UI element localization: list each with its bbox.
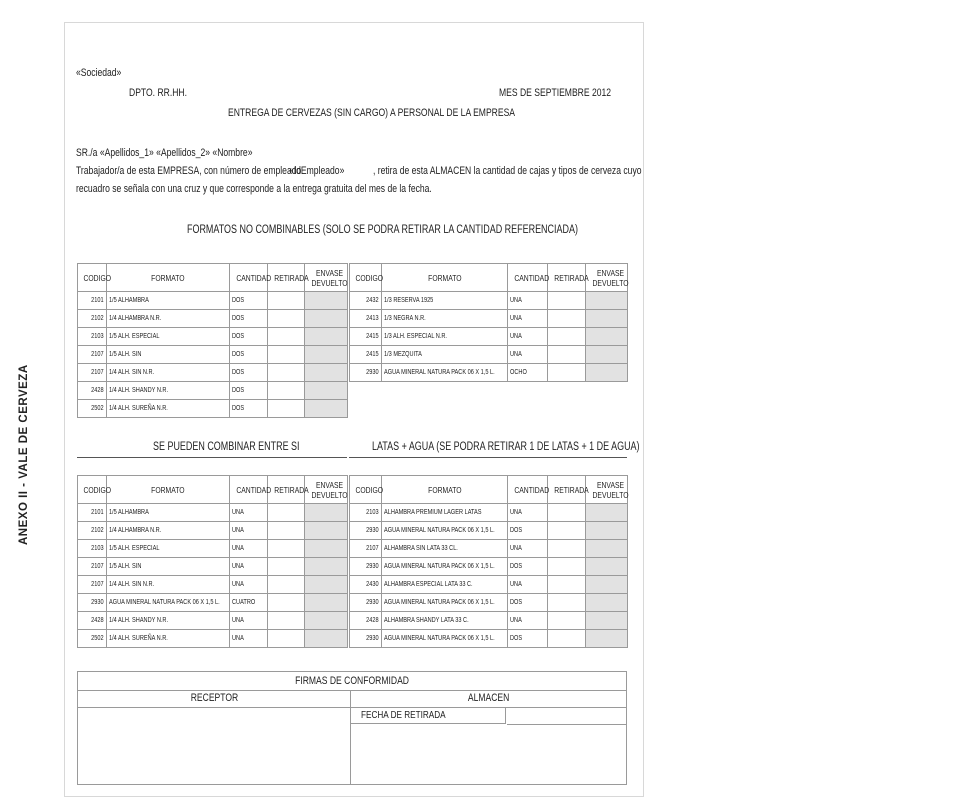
section2-left-rule bbox=[77, 457, 347, 458]
format-cell: 1/4 ALH. SUREÑA N.R. bbox=[107, 630, 230, 648]
column-header: RETIRADA bbox=[548, 476, 586, 504]
envase-devuelto-cell[interactable] bbox=[305, 558, 348, 576]
code-cell: 2930 bbox=[78, 594, 107, 612]
envase-devuelto-cell[interactable] bbox=[305, 382, 348, 400]
column-header: CANTIDAD bbox=[230, 264, 268, 292]
employee-line-2: recuadro se señala con una cruz y que corresponde a la entrega gratuita del mes de la fecha. bbox=[76, 183, 432, 195]
envase-devuelto-cell[interactable] bbox=[305, 328, 348, 346]
column-header: CODIGO bbox=[78, 264, 107, 292]
column-header: RETIRADA bbox=[548, 264, 586, 292]
code-cell: 2502 bbox=[78, 630, 107, 648]
envase-devuelto-cell[interactable] bbox=[305, 540, 348, 558]
signatures-title: FIRMAS DE CONFORMIDAD bbox=[78, 672, 626, 691]
table-row bbox=[350, 576, 628, 594]
retirada-checkbox[interactable] bbox=[548, 328, 586, 346]
table-row bbox=[78, 292, 348, 310]
section1-right-table bbox=[349, 263, 628, 382]
quantity-cell: UNA bbox=[230, 612, 268, 630]
quantity-cell: DOS bbox=[230, 364, 268, 382]
column-header: RETIRADA bbox=[268, 264, 305, 292]
envase-devuelto-cell[interactable] bbox=[586, 558, 628, 576]
retirada-checkbox[interactable] bbox=[548, 576, 586, 594]
format-cell: 1/5 ALH. ESPECIAL bbox=[107, 540, 230, 558]
table-row bbox=[78, 522, 348, 540]
code-cell: 2103 bbox=[350, 504, 382, 522]
envase-devuelto-cell[interactable] bbox=[586, 630, 628, 648]
addressee-line: SR./a «Apellidos_1» «Apellidos_2» «Nombre» bbox=[76, 147, 253, 159]
code-cell: 2101 bbox=[78, 292, 107, 310]
quantity-cell: UNA bbox=[230, 504, 268, 522]
retirada-checkbox[interactable] bbox=[268, 400, 305, 418]
table-header-row bbox=[78, 476, 348, 504]
envase-devuelto-cell[interactable] bbox=[305, 522, 348, 540]
envase-devuelto-cell[interactable] bbox=[305, 576, 348, 594]
table-row bbox=[78, 504, 348, 522]
format-cell: 1/5 ALHAMBRA bbox=[107, 292, 230, 310]
format-cell: 1/4 ALH. SIN N.R. bbox=[107, 364, 230, 382]
envase-devuelto-cell[interactable] bbox=[305, 310, 348, 328]
format-cell: 1/3 ALH. ESPECIAL N.R. bbox=[382, 328, 508, 346]
table-header-row bbox=[350, 264, 628, 292]
quantity-cell: UNA bbox=[508, 346, 548, 364]
department-label: DPTO. RR.HH. bbox=[129, 87, 188, 99]
quantity-cell: UNA bbox=[508, 310, 548, 328]
envase-devuelto-cell[interactable] bbox=[586, 346, 628, 364]
code-cell: 2107 bbox=[78, 364, 107, 382]
envase-devuelto-cell[interactable] bbox=[305, 292, 348, 310]
quantity-cell: DOS bbox=[230, 400, 268, 418]
format-cell: AGUA MINERAL NATURA PACK 06 X 1,5 L. bbox=[382, 630, 508, 648]
table-row bbox=[350, 594, 628, 612]
quantity-cell: DOS bbox=[508, 522, 548, 540]
code-cell: 2107 bbox=[350, 540, 382, 558]
code-cell: 2930 bbox=[350, 522, 382, 540]
retirada-checkbox[interactable] bbox=[548, 522, 586, 540]
almacen-header: ALMACEN bbox=[351, 690, 626, 708]
table-row bbox=[350, 310, 628, 328]
envase-devuelto-cell[interactable] bbox=[586, 612, 628, 630]
table-row bbox=[350, 612, 628, 630]
code-cell: 2103 bbox=[78, 328, 107, 346]
section2-left-table bbox=[77, 475, 348, 648]
envase-devuelto-cell[interactable] bbox=[305, 346, 348, 364]
format-cell: ALHAMBRA SIN LATA 33 CL. bbox=[382, 540, 508, 558]
quantity-cell: UNA bbox=[230, 576, 268, 594]
retirada-checkbox[interactable] bbox=[268, 612, 305, 630]
table-row bbox=[350, 364, 628, 382]
section2-right-rule bbox=[349, 457, 627, 458]
envase-devuelto-cell[interactable] bbox=[586, 540, 628, 558]
column-header: CANTIDAD bbox=[508, 476, 548, 504]
employee-line-part-1: Trabajador/a de esta EMPRESA, con número de empleado bbox=[76, 165, 302, 177]
column-header: CANTIDAD bbox=[230, 476, 268, 504]
envase-devuelto-cell[interactable] bbox=[305, 504, 348, 522]
table-row bbox=[350, 292, 628, 310]
code-cell: 2107 bbox=[78, 558, 107, 576]
side-label: ANEXO II - VALE DE CERVEZA bbox=[18, 364, 30, 545]
format-cell: 1/3 MEZQUITA bbox=[382, 346, 508, 364]
format-cell: ALHAMBRA ESPECIAL LATA 33 C. bbox=[382, 576, 508, 594]
retirada-checkbox[interactable] bbox=[268, 558, 305, 576]
retirada-checkbox[interactable] bbox=[268, 540, 305, 558]
column-header: CODIGO bbox=[350, 476, 382, 504]
retirada-checkbox[interactable] bbox=[548, 594, 586, 612]
fecha-retirada-label: FECHA DE RETIRADA bbox=[351, 707, 506, 724]
format-cell: 1/5 ALH. SIN bbox=[107, 346, 230, 364]
format-cell: 1/4 ALHAMBRA N.R. bbox=[107, 310, 230, 328]
table-row bbox=[78, 576, 348, 594]
receptor-signature-area[interactable] bbox=[78, 707, 351, 784]
retirada-checkbox[interactable] bbox=[268, 630, 305, 648]
table-row bbox=[78, 630, 348, 648]
table-row bbox=[350, 540, 628, 558]
format-cell: AGUA MINERAL NATURA PACK 06 X 1,5 L. bbox=[107, 594, 230, 612]
quantity-cell: DOS bbox=[230, 382, 268, 400]
envase-devuelto-cell[interactable] bbox=[586, 594, 628, 612]
fecha-retirada-field[interactable] bbox=[507, 707, 626, 725]
format-cell: ALHAMBRA SHANDY LATA 33 C. bbox=[382, 612, 508, 630]
envase-devuelto-cell[interactable] bbox=[586, 292, 628, 310]
column-header: CANTIDAD bbox=[508, 264, 548, 292]
quantity-cell: UNA bbox=[230, 522, 268, 540]
column-header: FORMATO bbox=[382, 264, 508, 292]
column-header: FORMATO bbox=[107, 264, 230, 292]
envase-devuelto-cell[interactable] bbox=[586, 504, 628, 522]
code-cell: 2413 bbox=[350, 310, 382, 328]
table-row bbox=[350, 346, 628, 364]
receptor-header: RECEPTOR bbox=[78, 690, 351, 708]
signatures-box bbox=[77, 671, 627, 785]
retirada-checkbox[interactable] bbox=[268, 292, 305, 310]
column-header: CODIGO bbox=[350, 264, 382, 292]
table-row bbox=[78, 382, 348, 400]
quantity-cell: UNA bbox=[230, 558, 268, 576]
employee-line-part-3: , retira de esta ALMACEN la cantidad de cajas y tipos de cerveza cuyo bbox=[373, 165, 642, 177]
table-row bbox=[78, 310, 348, 328]
quantity-cell: UNA bbox=[508, 292, 548, 310]
code-cell: 2502 bbox=[78, 400, 107, 418]
quantity-cell: UNA bbox=[508, 612, 548, 630]
table-row bbox=[350, 558, 628, 576]
format-cell: 1/4 ALH. SHANDY N.R. bbox=[107, 382, 230, 400]
retirada-checkbox[interactable] bbox=[268, 382, 305, 400]
retirada-checkbox[interactable] bbox=[268, 310, 305, 328]
code-cell: 2930 bbox=[350, 594, 382, 612]
code-cell: 2102 bbox=[78, 522, 107, 540]
envase-devuelto-cell[interactable] bbox=[586, 310, 628, 328]
document-sheet bbox=[64, 22, 644, 797]
column-header: RETIRADA bbox=[268, 476, 305, 504]
table-row bbox=[78, 540, 348, 558]
format-cell: 1/3 NEGRA N.R. bbox=[382, 310, 508, 328]
retirada-checkbox[interactable] bbox=[268, 522, 305, 540]
envase-devuelto-cell[interactable] bbox=[305, 594, 348, 612]
quantity-cell: UNA bbox=[508, 540, 548, 558]
quantity-cell: DOS bbox=[230, 310, 268, 328]
code-cell: 2432 bbox=[350, 292, 382, 310]
envase-devuelto-cell[interactable] bbox=[305, 364, 348, 382]
quantity-cell: DOS bbox=[508, 558, 548, 576]
table-row bbox=[78, 558, 348, 576]
code-cell: 2930 bbox=[350, 364, 382, 382]
quantity-cell: CUATRO bbox=[230, 594, 268, 612]
code-cell: 2930 bbox=[350, 558, 382, 576]
code-cell: 2415 bbox=[350, 346, 382, 364]
document-title: ENTREGA DE CERVEZAS (SIN CARGO) A PERSONAL DE LA EMPRESA bbox=[228, 107, 516, 119]
quantity-cell: UNA bbox=[230, 540, 268, 558]
quantity-cell: UNA bbox=[508, 576, 548, 594]
table-header-row bbox=[78, 264, 348, 292]
quantity-cell: DOS bbox=[508, 630, 548, 648]
code-cell: 2428 bbox=[78, 382, 107, 400]
table-row bbox=[78, 400, 348, 418]
section1-left-table bbox=[77, 263, 348, 418]
column-header: ENVASE DEVUELTO bbox=[305, 476, 348, 504]
retirada-checkbox[interactable] bbox=[268, 328, 305, 346]
format-cell: 1/4 ALHAMBRA N.R. bbox=[107, 522, 230, 540]
retirada-checkbox[interactable] bbox=[268, 346, 305, 364]
format-cell: 1/3 RESERVA 1925 bbox=[382, 292, 508, 310]
employee-id-field: «IdEmpleado» bbox=[289, 165, 345, 177]
section1-title: FORMATOS NO COMBINABLES (SOLO SE PODRA RETIRAR LA CANTIDAD REFERENCIADA) bbox=[187, 224, 578, 236]
envase-devuelto-cell[interactable] bbox=[586, 576, 628, 594]
envase-devuelto-cell[interactable] bbox=[586, 522, 628, 540]
retirada-checkbox[interactable] bbox=[548, 540, 586, 558]
section2-title-right: LATAS + AGUA (SE PODRA RETIRAR 1 DE LATAS + 1 DE AGUA) bbox=[372, 441, 640, 453]
column-header: ENVASE DEVUELTO bbox=[305, 264, 348, 292]
envase-devuelto-cell[interactable] bbox=[586, 328, 628, 346]
format-cell: 1/4 ALH. SHANDY N.R. bbox=[107, 612, 230, 630]
quantity-cell: OCHO bbox=[508, 364, 548, 382]
code-cell: 2107 bbox=[78, 346, 107, 364]
code-cell: 2428 bbox=[78, 612, 107, 630]
code-cell: 2430 bbox=[350, 576, 382, 594]
quantity-cell: DOS bbox=[230, 292, 268, 310]
quantity-cell: UNA bbox=[230, 630, 268, 648]
quantity-cell: DOS bbox=[230, 328, 268, 346]
format-cell: AGUA MINERAL NATURA PACK 06 X 1,5 L. bbox=[382, 522, 508, 540]
table-row bbox=[350, 328, 628, 346]
quantity-cell: DOS bbox=[508, 594, 548, 612]
almacen-signature-area[interactable] bbox=[351, 725, 626, 784]
column-header: ENVASE DEVUELTO bbox=[586, 476, 628, 504]
format-cell: 1/4 ALH. SUREÑA N.R. bbox=[107, 400, 230, 418]
table-row bbox=[78, 364, 348, 382]
table-row bbox=[78, 346, 348, 364]
table-row bbox=[78, 612, 348, 630]
column-header: ENVASE DEVUELTO bbox=[586, 264, 628, 292]
table-row bbox=[350, 630, 628, 648]
format-cell: 1/5 ALHAMBRA bbox=[107, 504, 230, 522]
format-cell: 1/5 ALH. ESPECIAL bbox=[107, 328, 230, 346]
table-header-row bbox=[350, 476, 628, 504]
code-cell: 2428 bbox=[350, 612, 382, 630]
table-row bbox=[78, 594, 348, 612]
format-cell: 1/4 ALH. SIN N.R. bbox=[107, 576, 230, 594]
section2-title-left: SE PUEDEN COMBINAR ENTRE SI bbox=[153, 441, 300, 453]
column-header: FORMATO bbox=[107, 476, 230, 504]
retirada-checkbox[interactable] bbox=[548, 310, 586, 328]
code-cell: 2101 bbox=[78, 504, 107, 522]
format-cell: AGUA MINERAL NATURA PACK 06 X 1,5 L. bbox=[382, 364, 508, 382]
retirada-checkbox[interactable] bbox=[548, 612, 586, 630]
retirada-checkbox[interactable] bbox=[548, 630, 586, 648]
code-cell: 2103 bbox=[78, 540, 107, 558]
quantity-cell: UNA bbox=[508, 504, 548, 522]
envase-devuelto-cell[interactable] bbox=[305, 630, 348, 648]
code-cell: 2107 bbox=[78, 576, 107, 594]
envase-devuelto-cell[interactable] bbox=[586, 364, 628, 382]
retirada-checkbox[interactable] bbox=[548, 292, 586, 310]
retirada-checkbox[interactable] bbox=[268, 364, 305, 382]
format-cell: AGUA MINERAL NATURA PACK 06 X 1,5 L. bbox=[382, 558, 508, 576]
retirada-checkbox[interactable] bbox=[548, 364, 586, 382]
column-header: CODIGO bbox=[78, 476, 107, 504]
format-cell: AGUA MINERAL NATURA PACK 06 X 1,5 L. bbox=[382, 594, 508, 612]
month-label: MES DE SEPTIEMBRE 2012 bbox=[499, 87, 612, 99]
format-cell: ALHAMBRA PREMIUM LAGER LATAS bbox=[382, 504, 508, 522]
format-cell: 1/5 ALH. SIN bbox=[107, 558, 230, 576]
retirada-checkbox[interactable] bbox=[268, 576, 305, 594]
quantity-cell: UNA bbox=[508, 328, 548, 346]
code-cell: 2102 bbox=[78, 310, 107, 328]
envase-devuelto-cell[interactable] bbox=[305, 612, 348, 630]
retirada-checkbox[interactable] bbox=[548, 558, 586, 576]
column-header: FORMATO bbox=[382, 476, 508, 504]
table-row bbox=[350, 504, 628, 522]
table-row bbox=[350, 522, 628, 540]
table-row bbox=[78, 328, 348, 346]
retirada-checkbox[interactable] bbox=[548, 346, 586, 364]
code-cell: 2415 bbox=[350, 328, 382, 346]
envase-devuelto-cell[interactable] bbox=[305, 400, 348, 418]
company-field: «Sociedad» bbox=[76, 67, 122, 79]
retirada-checkbox[interactable] bbox=[268, 504, 305, 522]
retirada-checkbox[interactable] bbox=[548, 504, 586, 522]
retirada-checkbox[interactable] bbox=[268, 594, 305, 612]
code-cell: 2930 bbox=[350, 630, 382, 648]
quantity-cell: DOS bbox=[230, 346, 268, 364]
section2-right-table bbox=[349, 475, 628, 648]
